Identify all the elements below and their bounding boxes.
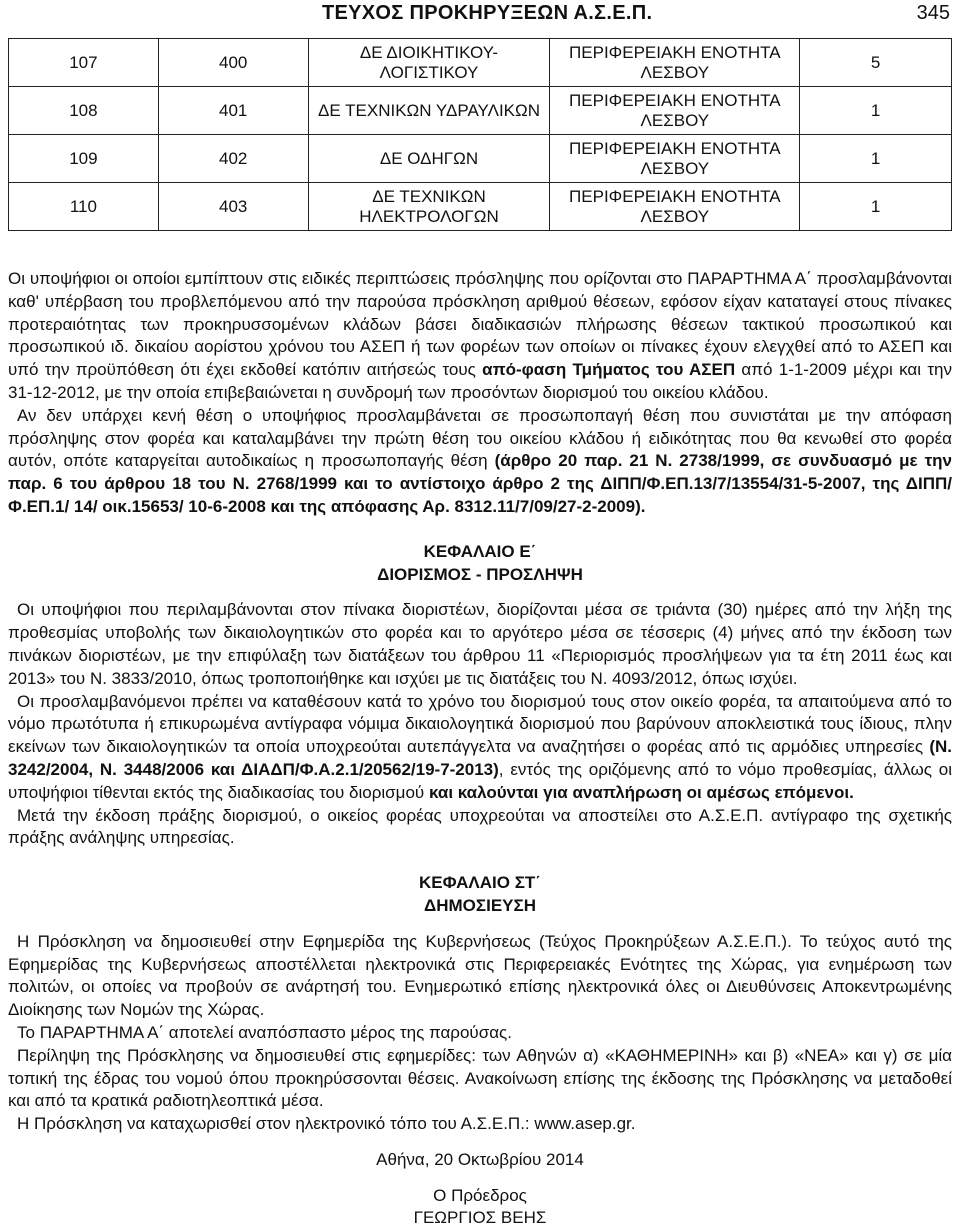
specialty-name: ΔΕ ΤΕΧΝΙΚΩΝ ΗΛΕΚΤΡΟΛΟΓΩΝ [308, 183, 550, 231]
chapter-st-subtitle: ΔΗΜΟΣΙΕΥΣΗ [424, 895, 536, 915]
table-row [9, 87, 952, 135]
annex-paragraph: Το ΠΑΡΑΡΤΗΜΑ Α΄ αποτελεί αναπόσπαστο μέρος της παρούσας. [17, 1022, 512, 1042]
row-number: 109 [9, 135, 159, 183]
documents-paragraph: Οι προσλαμβανόμενοι πρέπει να καταθέσουν κατά το χρόνο του διορισμού τους στον οικείο φορέα, τα απαιτούμενα από το νόμο πρωτότυπα ή επικυρωμένα αντίγραφα νόμιμα δικαιολογητικά διορισμού που βαρύνουν αποκλειστικά τους ίδιους, πλην εκείνων των δικαιολογητικών τα οποία υποχρεούται αυτεπάγγελτα να αναζητήσει ο φορέας από τις αρμόδιες υπηρεσίες (Ν. 3242/2004, Ν. 3448/2006 και ΔΙΑΔΠ/Φ.Α.2.1/20562/19-7-2013), εντός της οριζόμενης από το νόμο προθεσμίας, άλλως οι υποψήφιοι τίθενται εκτός της διαδικασίας του διορισμού και καλούνται για αναπλήρωση οι αμέσως επόμενοι. [8, 691, 952, 802]
positions-table [8, 38, 952, 231]
row-number: 108 [9, 87, 159, 135]
service-unit: ΠΕΡΙΦΕΡΕΙΑΚΗ ΕΝΟΤΗΤΑ ΛΕΣΒΟΥ [550, 183, 800, 231]
position-count: 1 [800, 87, 952, 135]
appointment-paragraph: Οι υποψήφιοι που περιλαμβάνονται στον πίνακα διοριστέων, διορίζονται μέσα σε τριάντα (30) ημέρες από την λήξη της προθεσμίας υποβολής των δικαιολογητικών στο φορέα και το αργότερο μέσα σε τέσσερις (4) μήνες από την έκδοση των πινάκων διοριστέων, με την επιφύλαξη των διατάξεων του άρθρου 11 «Περιορισμός προσλήψεων για τα έτη 2011 έως και 2013» του Ν. 3833/2010, όπως τροποποιήθηκε και ισχύει με τις διατάξεις του Ν. 4093/2012, όπως ισχύει. [8, 600, 952, 688]
place-date: Αθήνα, 20 Οκτωβρίου 2014 [376, 1149, 584, 1169]
bold-legal-reference: (Ν. 3242/2004, Ν. 3448/2006 και ΔΙΑΔΠ/Φ.Α.2.1/20562/19-7-2013) [8, 737, 952, 779]
summary-paragraph: Περίληψη της Πρόσκλησης να δημοσιευθεί στις εφημερίδες: των Αθηνών α) «ΚΑΘΗΜΕΡΙΝΗ» και β) «ΝΕΑ» και γ) σε μία τοπική της έδρας του νομού όπου προκηρύσσονται θέσεις. Ανακοίνωση επίσης της έκδοσης της Πρόσκλησης να μεταδοθεί και από τα κρατικά ραδιοτηλεοπτικά μέσα. [8, 1045, 952, 1111]
table-row [9, 39, 952, 87]
bold-reference: από-φαση Τμήματος του ΑΣΕΠ [482, 360, 736, 380]
specialty-name: ΔΕ ΔΙΟΙΚΗΤΙΚΟΥ-ΛΟΓΙΣΤΙΚΟΥ [308, 39, 550, 87]
chapter-e-title: ΚΕΦΑΛΑΙΟ Ε΄ [423, 541, 537, 561]
signatory-role: Ο Πρόεδρος [433, 1185, 527, 1205]
specialty-code: 400 [158, 39, 308, 87]
chapter-e-subtitle: ΔΙΟΡΙΣΜΟΣ - ΠΡΟΣΛΗΨΗ [377, 564, 583, 584]
specialty-name: ΔΕ ΤΕΧΝΙΚΩΝ ΥΔΡΑΥΛΙΚΩΝ [308, 87, 550, 135]
table-row [9, 135, 952, 183]
bold-replacement-note: και καλούνται για αναπλήρωση οι αμέσως επόμενοι. [428, 782, 854, 802]
position-count: 1 [800, 183, 952, 231]
row-number: 110 [9, 183, 159, 231]
page-header [0, 0, 960, 30]
service-unit: ΠΕΡΙΦΕΡΕΙΑΚΗ ΕΝΟΤΗΤΑ ΛΕΣΒΟΥ [550, 87, 800, 135]
personal-position-paragraph: Αν δεν υπάρχει κενή θέση ο υποψήφιος προσλαμβάνεται σε προσωποπαγή θέση που συνιστάται με την απόφαση πρόσληψης στον φορέα και καταλαμβάνει την πρώτη θέση του οικείου κλάδου ή ειδικότητας που θα κενωθεί στο φορέα αυτόν, οπότε καταργείται αυτοδικαίως η προσωποπαγής θέση (άρθρο 20 παρ. 21 Ν. 2738/1999, σε συνδυασμό με την παρ. 6 του άρθρου 18 του Ν. 2768/1999 και το αντίστοιχο άρθρο 2 της ΔΙΠΠ/Φ.ΕΠ.13/7/13554/31-5-2007, της ΔΙΠΠ/Φ.ΕΠ.1/ 14/ οικ.15653/ 10-6-2008 και της απόφασης Αρ. 8312.11/7/09/27-2-2009). [8, 405, 952, 516]
row-number: 107 [9, 39, 159, 87]
publication-title: ΤΕΥΧΟΣ ΠΡΟΚΗΡΥΞΕΩΝ Α.Σ.Ε.Π. [322, 2, 653, 24]
position-count: 5 [800, 39, 952, 87]
table-row [9, 183, 952, 231]
document-body [8, 268, 952, 1230]
service-unit: ΠΕΡΙΦΕΡΕΙΑΚΗ ΕΝΟΤΗΤΑ ΛΕΣΒΟΥ [550, 39, 800, 87]
specialty-code: 402 [158, 135, 308, 183]
act-dispatch-paragraph: Μετά την έκδοση πράξης διορισμού, ο οικείος φορέας υποχρεούται να αποστείλει στο Α.Σ.Ε.Π. αντίγραφο της σχετικής πράξης ανάληψης υπηρεσίας. [8, 805, 952, 848]
publication-paragraph: Η Πρόσκληση να δημοσιευθεί στην Εφημερίδα της Κυβερνήσεως (Τεύχος Προκηρύξεων Α.Σ.Ε.Π.). Το τεύχος αυτό της Εφημερίδας της Κυβερνήσεως αποστέλλεται ηλεκτρονικά στις Περιφερειακές Ενότητες της Χώρας, για ενημέρωση των πολιτών, οι οποίες να προβούν σε ανάρτησή του. Ενημερωτικό επίσης ηλεκτρονικά όλες οι Διευθύνσεις Αποκεντρωμένης Διοίκησης των Νομών της Χώρας. [8, 931, 952, 1020]
specialty-code: 403 [158, 183, 308, 231]
bold-legal-reference: (άρθρο 20 παρ. 21 Ν. 2738/1999, σε συνδυασμό με την παρ. 6 του άρθρου 18 του Ν. 2768/1999 και το αντίστοιχο άρθρο 2 της ΔΙΠΠ/Φ.ΕΠ.13/7/13554/31-5-2007, της ΔΙΠΠ/Φ.ΕΠ.1/ 14/ οικ.15653/ 10-6-2008 και της απόφασης Αρ. 8312.11/7/09/27-2-2009). [8, 451, 952, 516]
website-paragraph: Η Πρόσκληση να καταχωρισθεί στον ηλεκτρονικό τόπο του Α.Σ.Ε.Π.: www.asep.gr. [17, 1114, 636, 1134]
signatory-name: ΓΕΩΡΓΙΟΣ ΒΕΗΣ [413, 1208, 547, 1228]
service-unit: ΠΕΡΙΦΕΡΕΙΑΚΗ ΕΝΟΤΗΤΑ ΛΕΣΒΟΥ [550, 135, 800, 183]
special-cases-paragraph: Οι υποψήφιοι οι οποίοι εμπίπτουν στις ειδικές περιπτώσεις πρόσληψης που ορίζονται στο ΠΑΡΑΡΤΗΜΑ Α΄ προσλαμβάνονται καθ' υπέρβαση του προβλεπόμενου από την παρούσα πρόσκληση αριθμού θέσεων, εφόσον είχαν καταταγεί στους πίνακες προτεραιότητας των προκηρυσσομένων κλάδων βάσει διαδικασιών πλήρωσης θέσεων τακτικού προσωπικού και προσωπικού ιδ. δικαίου αορίστου χρόνου του ΑΣΕΠ ή των φορέων των οποίων οι πίνακες έχουν ελεγχθεί από το ΑΣΕΠ και υπό την προϋπόθεση ότι έχει εκδοθεί κατόπιν αιτήσεώς τους από-φαση Τμήματος του ΑΣΕΠ από 1-1-2009 μέχρι και την 31-12-2012, με την οποία επιβεβαιώνεται η συνδρομή των προσόντων διορισμού του οικείου κλάδου. [8, 269, 952, 402]
specialty-code: 401 [158, 87, 308, 135]
position-count: 1 [800, 135, 952, 183]
chapter-st-title: ΚΕΦΑΛΑΙΟ ΣΤ΄ [419, 873, 541, 893]
specialty-name: ΔΕ ΟΔΗΓΩΝ [308, 135, 550, 183]
page-number: 345 [916, 2, 950, 24]
